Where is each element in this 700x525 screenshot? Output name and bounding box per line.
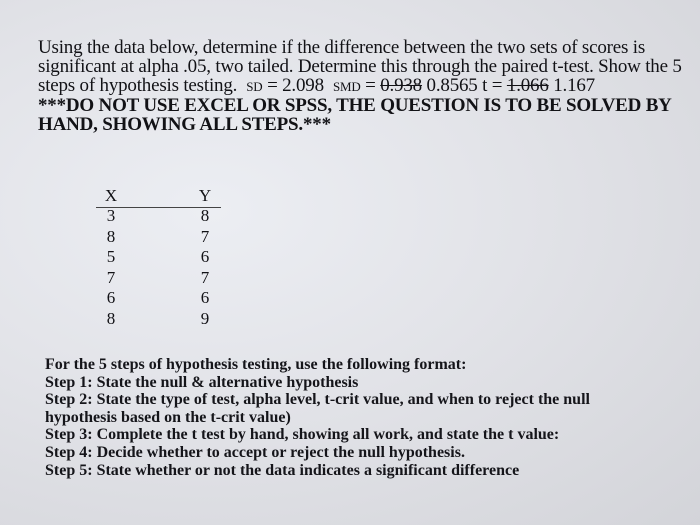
format-heading: For the 5 steps of hypothesis testing, use the following format: (45, 356, 467, 373)
step-label: Step 2: (45, 391, 93, 409)
y-value: 6 (200, 288, 210, 307)
step-text: State the null & alternative hypothesis (92, 373, 359, 391)
y-value: 7 (200, 226, 210, 246)
x-value: 7 (106, 267, 116, 287)
steps-format (45, 356, 675, 479)
x-column (96, 186, 126, 329)
x-header: X (104, 186, 118, 205)
x-value: 8 (106, 308, 116, 328)
y-value: 6 (200, 247, 210, 266)
instruction-caps-2: HAND, SHOWING ALL STEPS.*** (38, 114, 331, 135)
step-label: Step 5: (45, 461, 93, 479)
smd-value: 0.8565 (426, 75, 478, 96)
step-2-continued (45, 409, 675, 427)
step-text: State whether or not the data indicates a significant difference (92, 461, 520, 479)
step-1 (45, 374, 675, 392)
step-text: Decide whether to accept or reject the null hypothesis. (92, 443, 465, 461)
smd-struck-value: 0.938 (380, 75, 422, 96)
step-label: Step 3: (45, 426, 93, 444)
x-value: 5 (106, 247, 116, 266)
step-text: Complete the t test by hand, showing all work, and state the t value: (92, 426, 560, 444)
step-text: hypothesis based on the t-crit value) (45, 408, 291, 426)
problem-line-3 (38, 76, 678, 96)
x-value: 8 (106, 226, 116, 246)
sd-label: SD (246, 79, 263, 94)
y-value: 8 (200, 206, 210, 225)
smd-label: SMD (333, 79, 361, 94)
step-text: State the type of test, alpha level, t-crit value, and when to reject the null (92, 391, 590, 409)
y-header: Y (198, 186, 212, 205)
problem-line-2: significant at alpha .05, two tailed. Determine this through the paired t-test. Show the 5 (38, 56, 682, 77)
y-value: 7 (200, 267, 210, 287)
y-column (190, 186, 220, 329)
instruction-caps-1: ***DO NOT USE EXCEL OR SPSS, THE QUESTION IS TO BE SOLVED BY (38, 95, 672, 116)
step-3 (45, 426, 675, 444)
step-5 (45, 462, 675, 480)
y-value: 9 (200, 308, 210, 328)
step-4 (45, 444, 675, 462)
problem-statement (38, 37, 682, 135)
step-2 (45, 391, 675, 409)
smd-equals: = (365, 75, 376, 96)
step-label: Step 4: (45, 443, 93, 461)
problem-line-1: Using the data below, determine if the difference between the two sets of scores is (38, 37, 646, 58)
step-label: Step 1: (45, 373, 93, 391)
x-value: 6 (106, 288, 116, 307)
t-label: t = (482, 75, 503, 96)
t-struck-value: 1.066 (506, 75, 549, 96)
t-value: 1.167 (553, 75, 595, 96)
problem-line-3-prefix: steps of hypothesis testing. (38, 75, 238, 96)
x-value: 3 (106, 206, 116, 225)
sd-value: = 2.098 (267, 75, 324, 96)
